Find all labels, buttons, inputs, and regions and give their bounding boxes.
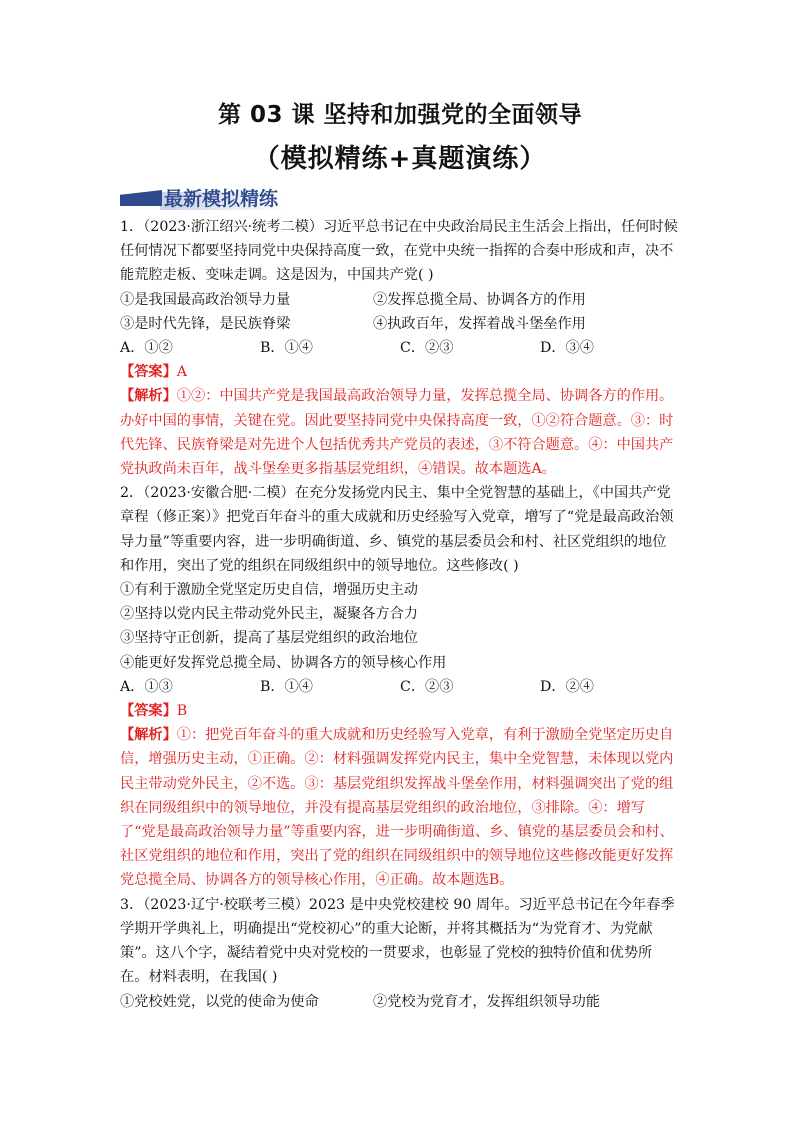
analysis-tag: 【解析】 [120, 388, 177, 405]
choice-c: C．②③ [400, 340, 454, 357]
question-2-line: ②坚持以党内民主带动党外民主，凝聚各方合力 [120, 606, 418, 623]
question-2-stem: 2．（2023·安徽合肥·二模）在充分发扬党内民主、集中全党智慧的基础上，《中国共产党章程（修正案）》把党百年奋斗的重大成就和历史经验写入党章，增写了“党是最高政治领导力量”等重要内容，进一步明确街道、乡、镇党的基层委员会和村、社区党组织的地位和作用，突出了党的组织在同级组织中的领导地位。这些修改( ) [120, 485, 674, 574]
section-heading-label: 最新模拟精练 [164, 188, 279, 210]
choice-c: C．②③ [400, 678, 454, 695]
analysis-tag: 【解析】 [120, 727, 177, 744]
question-1-stem: 1．（2023·浙江绍兴·统考二模）习近平总书记在中央政治局民主生活会上指出，任何时候任何情况下都要坚持同党中央保持高度一致，在党中央统一指挥的合奏中形成和声，决不能荒腔走板、变味走调。这是因为，中国共产党( ) [120, 219, 678, 284]
choice-a: A．①② [120, 340, 173, 357]
question-1-items-row-2 [120, 312, 680, 336]
question-2-choices [120, 675, 680, 699]
question-1-choices [120, 336, 680, 360]
question-1-analysis [120, 384, 680, 481]
question-3-items-row-1 [120, 990, 680, 1014]
question-3-item: ①党校姓党，以党的使命为使命 [120, 993, 319, 1010]
question-1-answer [120, 360, 680, 384]
question-2-line: ④能更好发挥党总揽全局、协调各方的领导核心作用 [120, 654, 447, 671]
choice-d: D．②④ [540, 678, 594, 695]
question-1-items-row-1 [120, 288, 680, 312]
question-list [120, 215, 680, 1014]
choice-a: A．①③ [120, 678, 173, 695]
section-heading [120, 184, 280, 208]
page-subtitle: （模拟精练+真题演练） [253, 144, 547, 174]
question-1-item: ③是时代先锋，是民族脊梁 [120, 315, 291, 332]
choice-b: B．①④ [260, 678, 313, 695]
question-2-analysis [120, 723, 680, 892]
question-1-item: ①是我国最高政治领导力量 [120, 291, 291, 308]
answer-tag: 【答案】 [120, 703, 177, 720]
question-1-item: ④执政百年，发挥着战斗堡垒作用 [373, 315, 586, 332]
question-3-item: ②党校为党育才，发挥组织领导功能 [373, 993, 601, 1010]
analysis-text: ①②：中国共产党是我国最高政治领导力量，发挥总揽全局、协调各方的作用。办好中国的事情，关键在党。因此要坚持同党中央保持高度一致，①②符合题意。③：时代先锋、民族脊梁是对先进个人包括优秀共产党员的表述，③不符合题意。④：中国共产党执政尚未百年，战斗堡垒更多指基层党组织，④错误。故本题选A。 [120, 388, 674, 478]
answer-value: A [176, 364, 188, 381]
question-3-stem: 3．（2023·辽宁·校联考三模）2023 是中央党校建校 90 周年。习近平总书记在今年春季学期开学典礼上，明确提出“党校初心”的重大论断，并将其概括为“为党育才、为党献策”。这八个字，凝结着党中央对党校的一贯要求，也彰显了党校的独特价值和优势所在。材料表明，在我国( ) [120, 896, 675, 986]
question-1-item: ②发挥总揽全局、协调各方的作用 [373, 291, 586, 308]
question-2-answer [120, 699, 680, 723]
section-heading-bar [120, 190, 162, 206]
answer-value: B [176, 703, 188, 720]
analysis-text: ①：把党百年奋斗的重大成就和历史经验写入党章，有利于激励全党坚定历史自信，增强历史主动，①正确。②：材料强调发挥党内民主，集中全党智慧，未体现以党内民主带动党外民主，②不选。③：基层党组织发挥战斗堡垒作用，材料强调突出了党的组织在同级组织中的领导地位，并没有提高基层党组织的政治地位，③排除。④：增写了“党是最高政治领导力量”等重要内容，进一步明确街道、乡、镇党的基层委员会和村、社区党组织的地位和作用，突出了党的组织在同级组织中的领导地位这些修改能更好发挥党总揽全局、协调各方的领导核心作用，④正确。故本题选B。 [120, 727, 674, 889]
choice-b: B．①④ [260, 340, 313, 357]
question-2-line: ③坚持守正创新，提高了基层党组织的政治地位 [120, 630, 418, 647]
question-2-line: ①有利于激励全党坚定历史自信，增强历史主动 [120, 582, 418, 599]
page-title: 第 03 课 坚持和加强党的全面领导 [217, 102, 583, 128]
choice-d: D．③④ [540, 340, 594, 357]
answer-tag: 【答案】 [120, 364, 177, 381]
